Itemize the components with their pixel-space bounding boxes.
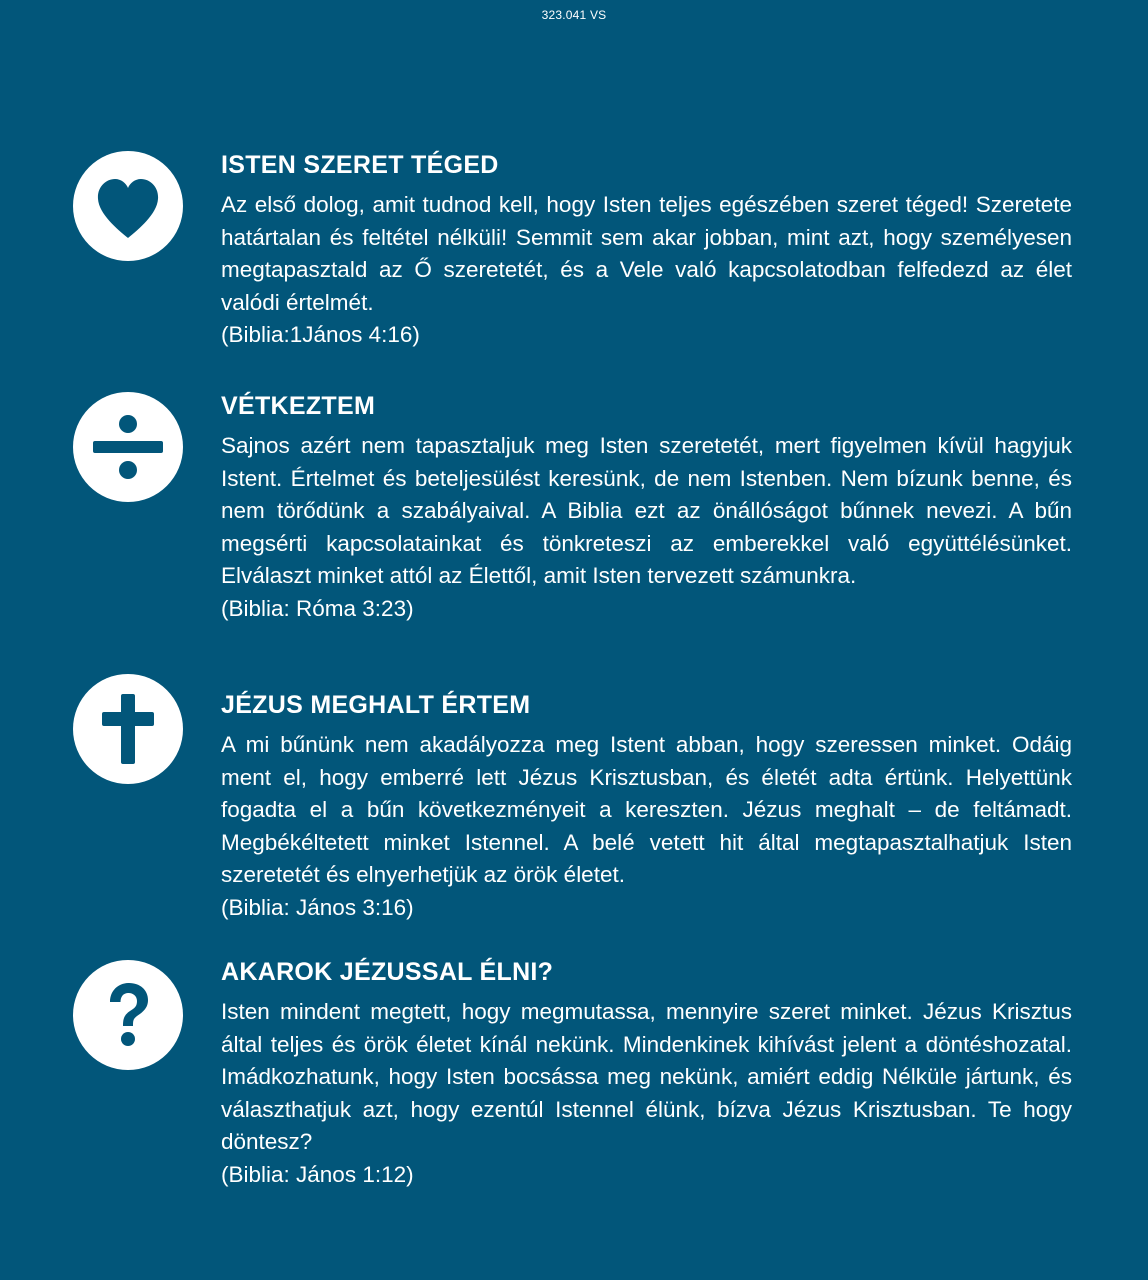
section-text: Isten mindent megtett, hogy megmutassa, mennyire szeret minket. Jézus Krisztus által teljes és örök életet kínál nekünk. Mindenkinek kihívást jelent a döntéshozatal. Imádkozhatunk, hogy Isten bocsássa meg nekünk, amiért eddig Nélküle jártunk, és választhatjuk azt, hogy ezentúl Istennel élünk, bízva Jézus Krisztusban. Te hogy döntesz? xyxy=(221,999,1072,1155)
section-title: JÉZUS MEGHALT ÉRTEM xyxy=(221,691,531,719)
document-code: 323.041 VS xyxy=(541,8,607,22)
bible-reference: (Biblia: Róma 3:23) xyxy=(221,595,414,621)
question-mark-icon xyxy=(73,960,183,1070)
heart-icon xyxy=(73,151,183,261)
section-title: ISTEN SZERET TÉGED xyxy=(221,151,499,179)
section-title: VÉTKEZTEM xyxy=(221,392,376,420)
section-text: Sajnos azért nem tapasztaljuk meg Isten szeretetét, mert figyelmen kívül hagyjuk Istent. Értelmet és beteljesülést keresünk, de nem Istenben. Nem bízunk benne, és nem törődünk a szabályaival. A Biblia ezt az önállóságot bűnnek nevezi. A bűn megsérti kapcsolatainkat és tönkreteszi az emberekkel való együttélésünket. Elválaszt minket attól az Élettől, amit Isten tervezett számunkra. xyxy=(221,433,1072,589)
bible-reference: (Biblia:1János 4:16) xyxy=(221,322,420,348)
cross-icon xyxy=(73,674,183,784)
section-title: AKAROK JÉZUSSAL ÉLNI? xyxy=(221,958,554,986)
bible-reference: (Biblia: János 1:12) xyxy=(221,1161,414,1187)
section-text: Az első dolog, amit tudnod kell, hogy Isten teljes egészében szeret téged! Szeretete határtalan és feltétel nélküli! Semmit sem akar jobban, mint azt, hogy személyesen megtapasztald az Ő szeretetét, és a Vele való kapcsolatodban felfedezd az élet valódi értelmét. xyxy=(221,192,1072,315)
division-icon xyxy=(73,392,183,502)
section-text: A mi bűnünk nem akadályozza meg Istent abban, hogy szeressen minket. Odáig ment el, hogy emberré lett Jézus Krisztusban, és életét adta értünk. Helyettünk fogadta el a bűn következményeit a kereszten. Jézus meghalt – de feltámadt. Megbékéltetett minket Istennel. A belé vetett hit által megtapasztalhatjuk Isten szeretetét és elnyerhetjük az örök életet. xyxy=(221,732,1072,888)
bible-reference: (Biblia: János 3:16) xyxy=(221,894,414,920)
